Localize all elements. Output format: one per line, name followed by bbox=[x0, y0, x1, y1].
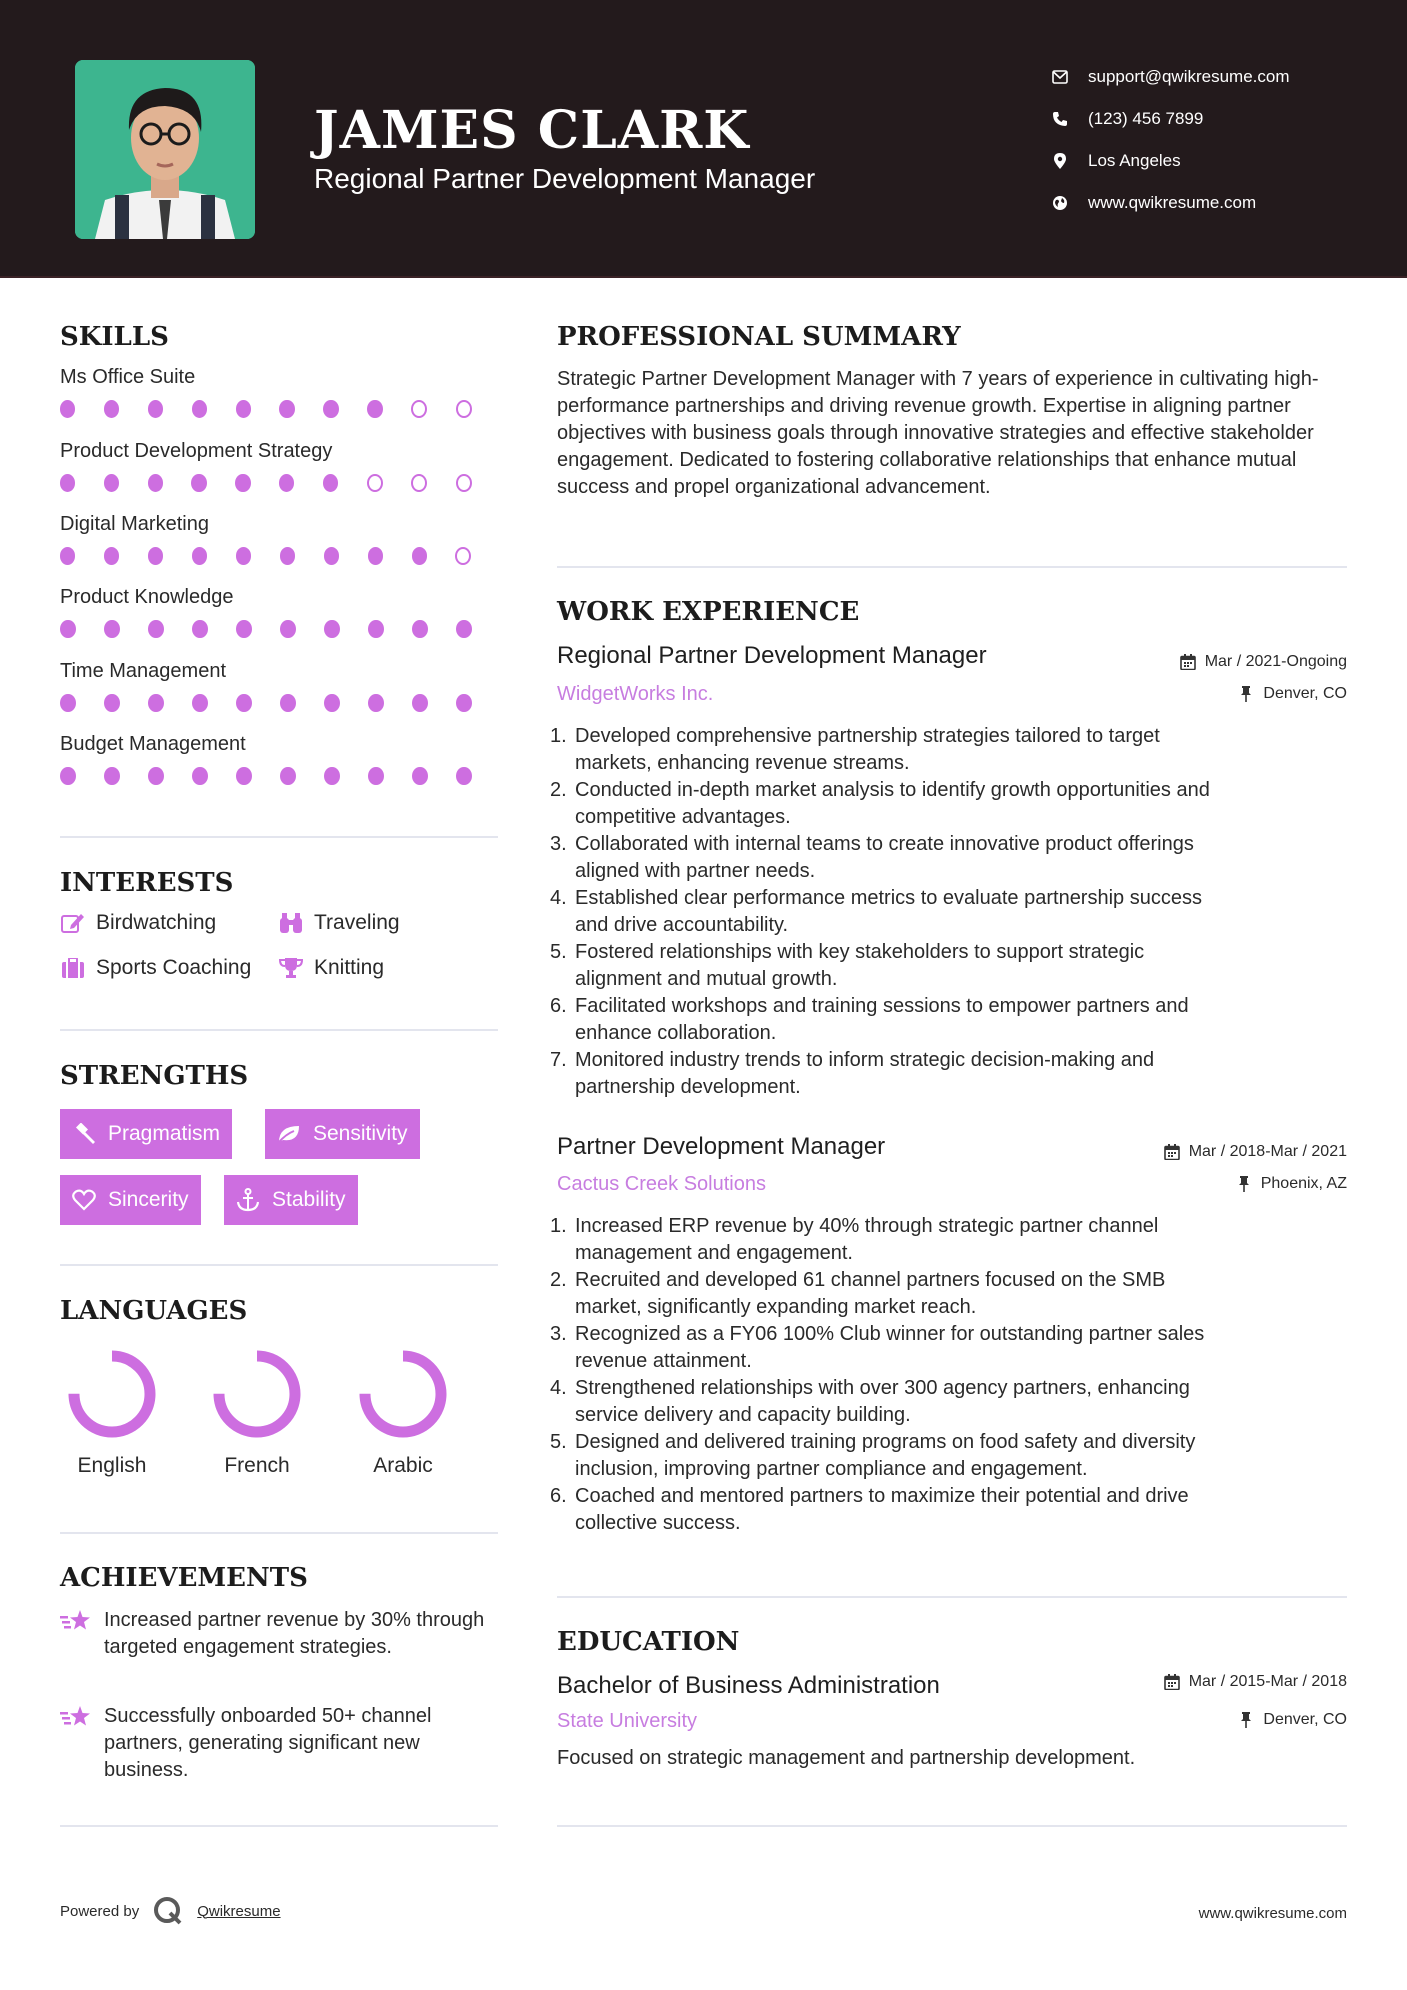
job-bullet-list bbox=[550, 723, 1350, 1101]
bullet-number: 2. bbox=[550, 779, 567, 801]
skill-name: Ms Office Suite bbox=[60, 366, 196, 388]
contact-location-text: Los Angeles bbox=[1088, 151, 1181, 170]
contact-email-text: support@qwikresume.com bbox=[1088, 67, 1290, 86]
leaf-icon bbox=[277, 1122, 301, 1146]
job-bullet bbox=[550, 1375, 1350, 1429]
bullet-number: 1. bbox=[550, 725, 567, 747]
strength-label: Pragmatism bbox=[108, 1122, 221, 1145]
skill-dot-filled bbox=[104, 694, 120, 712]
contact-website[interactable] bbox=[1050, 182, 1290, 224]
interest-label: Sports Coaching bbox=[96, 956, 252, 979]
skill-dot-empty bbox=[456, 474, 472, 492]
education-description: Focused on strategic management and partnership development. bbox=[557, 1747, 1136, 1769]
skill-dot-filled bbox=[324, 620, 340, 638]
skill-dot-filled bbox=[192, 694, 208, 712]
skill-dot-filled bbox=[236, 620, 252, 638]
language-name: Arabic bbox=[373, 1454, 433, 1477]
company-name: WidgetWorks Inc. bbox=[557, 683, 714, 705]
section-divider bbox=[60, 1825, 498, 1827]
skill-dot-filled bbox=[412, 694, 428, 712]
job-bullet bbox=[550, 831, 1350, 885]
strength-tag bbox=[60, 1109, 232, 1159]
section-divider bbox=[557, 566, 1347, 568]
skill-name: Product Knowledge bbox=[60, 586, 234, 608]
interest-label: Birdwatching bbox=[96, 911, 217, 934]
strength-tag bbox=[224, 1175, 358, 1225]
candidate-name: JAMES CLARK bbox=[314, 100, 750, 161]
skill-dot-empty bbox=[367, 474, 383, 492]
section-divider bbox=[557, 1596, 1347, 1598]
job-bullet bbox=[550, 1047, 1350, 1101]
strength-tag bbox=[265, 1109, 420, 1159]
achievement-item bbox=[60, 1607, 500, 1661]
shooting-star-icon bbox=[60, 1703, 92, 1731]
skill-dot-filled bbox=[368, 547, 383, 565]
job-bullet bbox=[550, 1213, 1350, 1267]
skill-name: Product Development Strategy bbox=[60, 440, 333, 462]
bullet-text: alignment and mutual growth. bbox=[575, 968, 838, 990]
skill-dot-filled bbox=[412, 620, 428, 638]
job-bullet bbox=[550, 1267, 1350, 1321]
skill-dot-filled bbox=[368, 767, 384, 785]
contact-list bbox=[1050, 56, 1290, 224]
experience-heading: WORK EXPERIENCE bbox=[557, 597, 860, 627]
education-location bbox=[1237, 1711, 1347, 1729]
job-bullet bbox=[550, 1429, 1350, 1483]
job-location-text: Phoenix, AZ bbox=[1260, 1175, 1347, 1192]
job-title: Regional Partner Development Manager bbox=[557, 642, 987, 669]
anchor-icon bbox=[236, 1188, 260, 1212]
skill-dot-filled bbox=[280, 620, 296, 638]
bullet-text: Recognized as a FY06 100% Club winner for outstanding partner sales bbox=[575, 1323, 1205, 1345]
bullet-text: Conducted in-depth market analysis to identify growth opportunities and bbox=[575, 779, 1210, 801]
bullet-number: 3. bbox=[550, 1323, 567, 1345]
job-bullet bbox=[550, 993, 1350, 1047]
language-name: English bbox=[77, 1454, 147, 1477]
section-divider bbox=[557, 1825, 1347, 1827]
bullet-number: 4. bbox=[550, 1377, 567, 1399]
skill-dot-filled bbox=[324, 767, 340, 785]
education-dates bbox=[1163, 1673, 1347, 1691]
skill-dot-filled bbox=[456, 767, 472, 785]
skill-dot-filled bbox=[60, 694, 76, 712]
skill-dot-filled bbox=[148, 474, 163, 492]
skill-dot-filled bbox=[323, 400, 338, 418]
skill-rating bbox=[60, 474, 500, 492]
pushpin-icon bbox=[1237, 1711, 1255, 1729]
job-location-text: Denver, CO bbox=[1263, 685, 1347, 702]
skill-item bbox=[60, 660, 500, 712]
skill-dot-filled bbox=[456, 620, 472, 638]
bullet-text: Increased ERP revenue by 40% through strategic partner channel bbox=[575, 1215, 1159, 1237]
interest-item bbox=[278, 910, 400, 936]
skill-item bbox=[60, 733, 500, 785]
globe-icon bbox=[1050, 193, 1070, 213]
skill-dot-filled bbox=[280, 767, 296, 785]
qwikresume-logo-icon bbox=[153, 1896, 183, 1926]
skill-dot-filled bbox=[324, 547, 339, 565]
skill-dot-filled bbox=[148, 694, 164, 712]
skill-dot-filled bbox=[60, 474, 75, 492]
bullet-text: partnership development. bbox=[575, 1076, 801, 1098]
profile-photo bbox=[75, 60, 255, 239]
skill-name: Budget Management bbox=[60, 733, 246, 755]
job-bullet bbox=[550, 723, 1350, 777]
bullet-text: enhance collaboration. bbox=[575, 1022, 777, 1044]
language-item bbox=[192, 1348, 322, 1478]
bullet-number: 3. bbox=[550, 833, 567, 855]
pushpin-icon bbox=[1237, 685, 1255, 703]
skill-dot-filled bbox=[412, 767, 428, 785]
skill-dot-filled bbox=[104, 474, 119, 492]
bullet-text: Developed comprehensive partnership strategies tailored to target bbox=[575, 725, 1160, 747]
powered-by-text: Powered by bbox=[60, 1902, 140, 1920]
bullet-text: collective success. bbox=[575, 1512, 741, 1534]
education-dates-text: Mar / 2015-Mar / 2018 bbox=[1188, 1673, 1347, 1690]
interests-heading: INTERESTS bbox=[60, 868, 234, 898]
skill-dot-filled bbox=[60, 620, 76, 638]
language-item bbox=[47, 1348, 177, 1478]
skill-dot-filled bbox=[412, 547, 427, 565]
bullet-number: 6. bbox=[550, 1485, 567, 1507]
job-location bbox=[1237, 685, 1347, 703]
skill-name: Digital Marketing bbox=[60, 513, 209, 535]
interest-label: Traveling bbox=[314, 911, 400, 934]
skill-rating bbox=[60, 400, 500, 418]
summary-heading: PROFESSIONAL SUMMARY bbox=[557, 322, 961, 352]
skill-item bbox=[60, 440, 500, 492]
skill-rating bbox=[60, 694, 500, 712]
bullet-number: 5. bbox=[550, 941, 567, 963]
bullet-text: Fostered relationships with key stakeholders to support strategic bbox=[575, 941, 1145, 963]
bullet-text: Facilitated workshops and training sessions to empower partners and bbox=[575, 995, 1189, 1017]
resume-header bbox=[0, 0, 1407, 278]
section-divider bbox=[60, 1532, 498, 1534]
strength-tag bbox=[60, 1175, 201, 1225]
envelope-icon bbox=[1050, 67, 1070, 87]
bullet-text: management and engagement. bbox=[575, 1242, 853, 1264]
skill-dot-filled bbox=[280, 547, 295, 565]
bullet-text: and drive accountability. bbox=[575, 914, 789, 936]
skill-dot-filled bbox=[192, 547, 207, 565]
skill-dot-filled bbox=[456, 694, 472, 712]
skill-dot-filled bbox=[60, 547, 75, 565]
interest-item bbox=[60, 955, 251, 981]
skill-dot-filled bbox=[191, 474, 206, 492]
skill-item bbox=[60, 513, 500, 565]
skill-dot-filled bbox=[60, 767, 76, 785]
bullet-number: 6. bbox=[550, 995, 567, 1017]
bullet-text: aligned with partner needs. bbox=[575, 860, 816, 882]
job-title: Partner Development Manager bbox=[557, 1133, 886, 1160]
strengths-heading: STRENGTHS bbox=[60, 1061, 249, 1091]
calendar-icon bbox=[1179, 653, 1197, 671]
bullet-text: markets, enhancing revenue streams. bbox=[575, 752, 910, 774]
bullet-text: Strengthened relationships with over 300 agency partners, enhancing bbox=[575, 1377, 1190, 1399]
skill-dot-filled bbox=[104, 400, 119, 418]
skill-dot-filled bbox=[235, 474, 250, 492]
skill-item bbox=[60, 586, 500, 638]
skill-dot-filled bbox=[236, 694, 252, 712]
phone-icon bbox=[1050, 109, 1070, 129]
skill-dot-filled bbox=[279, 474, 294, 492]
strength-label: Sincerity bbox=[108, 1188, 189, 1211]
job-dates bbox=[1163, 1143, 1347, 1161]
section-divider bbox=[60, 1029, 498, 1031]
language-item bbox=[338, 1348, 468, 1478]
skill-dot-filled bbox=[104, 767, 120, 785]
bullet-number: 5. bbox=[550, 1431, 567, 1453]
contact-location bbox=[1050, 140, 1290, 182]
skill-dot-empty bbox=[411, 400, 427, 418]
achievement-text: Increased partner revenue by 30% through targeted engagement strategies. bbox=[104, 1609, 485, 1658]
contact-phone-text: (123) 456 7899 bbox=[1088, 109, 1204, 128]
skill-name: Time Management bbox=[60, 660, 226, 682]
contact-website-text: www.qwikresume.com bbox=[1088, 193, 1257, 212]
contact-email[interactable] bbox=[1050, 56, 1290, 98]
skill-dot-filled bbox=[192, 400, 207, 418]
job-dates-text: Mar / 2021-Ongoing bbox=[1204, 653, 1347, 670]
section-divider bbox=[60, 1264, 498, 1266]
language-name: French bbox=[224, 1454, 290, 1477]
skill-dot-filled bbox=[148, 620, 164, 638]
skill-dot-filled bbox=[280, 694, 296, 712]
bullet-text: Collaborated with internal teams to create innovative product offerings bbox=[575, 833, 1194, 855]
language-proficiency-ring bbox=[211, 1348, 303, 1440]
job-location bbox=[1235, 1175, 1347, 1193]
candidate-role: Regional Partner Development Manager bbox=[314, 163, 816, 194]
skill-dot-empty bbox=[456, 400, 472, 418]
bullet-text: inclusion, improving partner compliance and engagement. bbox=[575, 1458, 1088, 1480]
skill-dot-filled bbox=[236, 547, 251, 565]
job-bullet bbox=[550, 1321, 1350, 1375]
skill-rating bbox=[60, 547, 500, 565]
interest-label: Knitting bbox=[314, 956, 385, 979]
bullet-text: Recruited and developed 61 channel partners focused on the SMB bbox=[575, 1269, 1166, 1291]
bullet-number: 1. bbox=[550, 1215, 567, 1237]
summary-text: Strategic Partner Development Manager with 7 years of experience in cultivating high-performance partnerships and driving revenue growth. Expertise in aligning partner objectives with business goals through innovative strategies and effective stakeholder engagement. Dedicated to fostering collaborative relationships that enhance mutual success and propel organizational advancement. bbox=[557, 368, 1319, 498]
bullet-text: Monitored industry trends to inform strategic decision-making and bbox=[575, 1049, 1155, 1071]
strength-label: Stability bbox=[272, 1188, 346, 1211]
calendar-icon bbox=[1163, 1143, 1181, 1161]
bullet-text: market, significantly expanding market reach. bbox=[575, 1296, 977, 1318]
binoculars-icon bbox=[278, 910, 304, 936]
skill-dot-filled bbox=[192, 620, 208, 638]
bullet-number: 7. bbox=[550, 1049, 567, 1071]
job-bullet bbox=[550, 939, 1350, 993]
skill-dot-filled bbox=[236, 400, 251, 418]
suitcase-icon bbox=[60, 955, 86, 981]
brand-link[interactable]: Qwikresume bbox=[197, 1902, 281, 1920]
skill-dot-filled bbox=[368, 694, 384, 712]
interest-item bbox=[60, 910, 216, 936]
skill-dot-filled bbox=[148, 767, 164, 785]
skill-rating bbox=[60, 620, 500, 638]
bullet-text: revenue attainment. bbox=[575, 1350, 752, 1372]
pencil-icon bbox=[60, 910, 86, 936]
gavel-icon bbox=[72, 1122, 96, 1146]
skill-rating bbox=[60, 767, 500, 785]
language-proficiency-ring bbox=[66, 1348, 158, 1440]
bullet-text: Established clear performance metrics to evaluate partnership success bbox=[575, 887, 1202, 909]
job-bullet bbox=[550, 885, 1350, 939]
job-dates bbox=[1179, 653, 1347, 671]
heart-icon bbox=[72, 1188, 96, 1212]
skill-dot-filled bbox=[324, 694, 340, 712]
skill-dot-filled bbox=[279, 400, 294, 418]
education-location-text: Denver, CO bbox=[1263, 1711, 1347, 1728]
school-name: State University bbox=[557, 1710, 698, 1732]
skill-dot-filled bbox=[192, 767, 208, 785]
achievements-heading: ACHIEVEMENTS bbox=[60, 1563, 308, 1593]
skill-dot-filled bbox=[368, 620, 384, 638]
location-pin-icon bbox=[1050, 151, 1070, 171]
company-name: Cactus Creek Solutions bbox=[557, 1173, 766, 1195]
bullet-text: competitive advantages. bbox=[575, 806, 791, 828]
calendar-icon bbox=[1163, 1673, 1181, 1691]
contact-phone[interactable] bbox=[1050, 98, 1290, 140]
achievement-item bbox=[60, 1703, 500, 1784]
skill-dot-filled bbox=[60, 400, 75, 418]
skill-dot-filled bbox=[323, 474, 338, 492]
section-divider bbox=[60, 836, 498, 838]
achievement-text: Successfully onboarded 50+ channel partners, generating significant new business. bbox=[104, 1705, 432, 1781]
shooting-star-icon bbox=[60, 1607, 92, 1635]
job-bullet bbox=[550, 1483, 1350, 1537]
skill-dot-filled bbox=[104, 547, 119, 565]
job-bullet-list bbox=[550, 1213, 1350, 1537]
skills-heading: SKILLS bbox=[60, 322, 169, 352]
skill-dot-filled bbox=[104, 620, 120, 638]
job-dates-text: Mar / 2018-Mar / 2021 bbox=[1188, 1143, 1347, 1160]
degree-title: Bachelor of Business Administration bbox=[557, 1672, 940, 1699]
bullet-number: 4. bbox=[550, 887, 567, 909]
skill-dot-filled bbox=[236, 767, 252, 785]
interest-item bbox=[278, 955, 384, 981]
footer-website[interactable]: www.qwikresume.com bbox=[1198, 1905, 1347, 1922]
job-bullet bbox=[550, 777, 1350, 831]
skill-item bbox=[60, 366, 500, 418]
bullet-number: 2. bbox=[550, 1269, 567, 1291]
skill-dot-filled bbox=[367, 400, 382, 418]
bullet-text: Coached and mentored partners to maximize their potential and drive bbox=[575, 1485, 1189, 1507]
language-proficiency-ring bbox=[357, 1348, 449, 1440]
trophy-icon bbox=[278, 955, 304, 981]
pushpin-icon bbox=[1235, 1175, 1253, 1193]
skill-dot-filled bbox=[148, 400, 163, 418]
bullet-text: Designed and delivered training programs on food safety and diversity bbox=[575, 1431, 1196, 1453]
skill-dot-empty bbox=[411, 474, 427, 492]
footer-branding bbox=[60, 1896, 281, 1926]
skill-dot-filled bbox=[148, 547, 163, 565]
skill-dot-empty bbox=[455, 547, 471, 565]
bullet-text: service delivery and capacity building. bbox=[575, 1404, 911, 1426]
education-heading: EDUCATION bbox=[557, 1627, 740, 1657]
languages-heading: LANGUAGES bbox=[60, 1296, 248, 1326]
strength-label: Sensitivity bbox=[313, 1122, 408, 1145]
